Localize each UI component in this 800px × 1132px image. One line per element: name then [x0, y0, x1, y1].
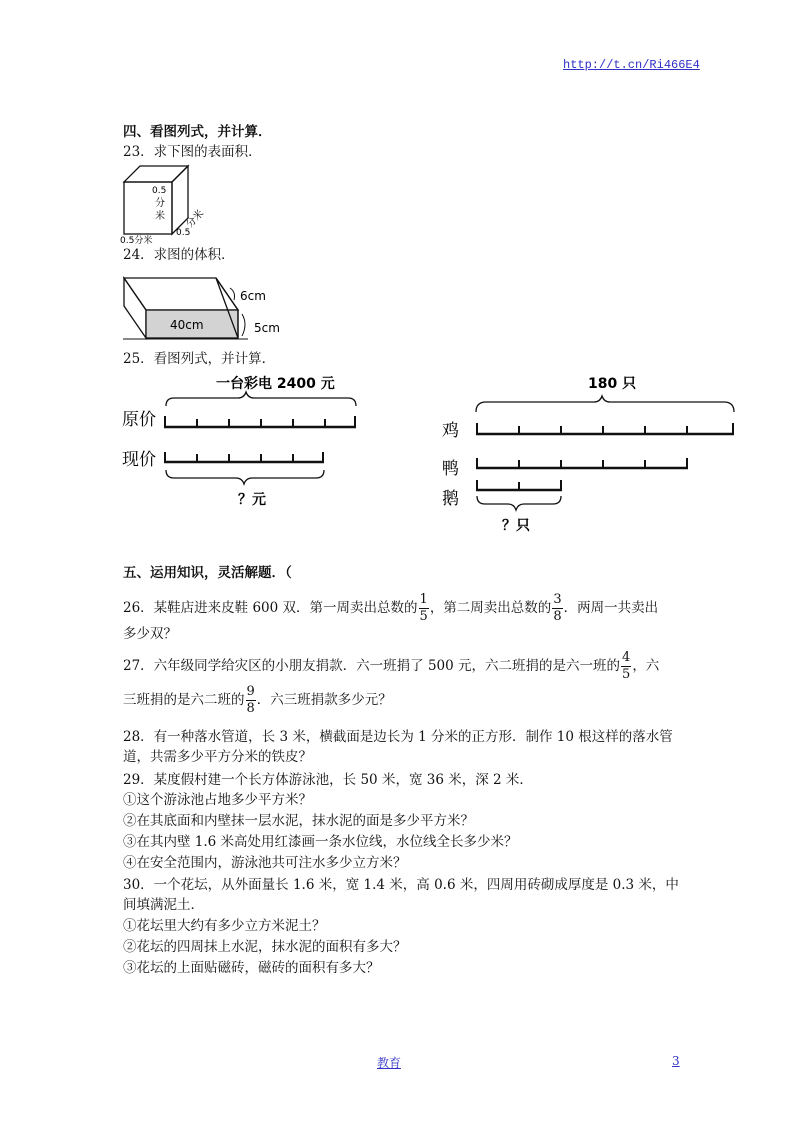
box-diagram [118, 270, 293, 342]
question-24: 24．求图的体积． [123, 247, 235, 263]
question-29-item-1: ①这个游泳池占地多少平方米？ [123, 792, 312, 808]
birds-diagram [438, 372, 744, 536]
duck-bar [476, 458, 688, 469]
current-price-unknown: ？元 [238, 492, 266, 508]
box-front-label: 40cm [170, 318, 204, 332]
goose-bar [476, 480, 562, 491]
chicken-bar [476, 423, 734, 435]
cube-top-label: 0.5 [152, 186, 167, 196]
goose-unknown: ？只 [502, 518, 530, 534]
duck-label: 鸭 [442, 459, 459, 479]
box-depth-label: 5cm [254, 321, 280, 335]
question-23: 23．求下图的表面积． [123, 144, 262, 160]
fraction-4-5: $\frac{4}{5}$ [622, 650, 631, 682]
current-price-label: 现价 [122, 450, 156, 470]
question-30-line-2: 间填满泥土． [123, 897, 204, 913]
header-url[interactable]: http://t.cn/Ri466E4 [563, 58, 700, 72]
current-price-bar [164, 452, 324, 463]
original-price-bar [164, 416, 356, 428]
page-number[interactable]: 3 [672, 1054, 680, 1068]
footer-link[interactable]: 教育 [377, 1056, 402, 1070]
question-30-item-3: ③花坛的上面贴磁砖，磁砖的面积有多大？ [123, 960, 380, 976]
question-28-line-2: 道，共需多少平方分米的铁皮？ [123, 749, 312, 765]
question-30-line-1: 30．一个花坛，从外面量长 1.6 米，宽 1.4 米，高 0.6 米，四周用砖砌成厚度是 0.3 米，中 [123, 877, 679, 893]
question-30-item-1: ①花坛里大约有多少立方米泥土？ [123, 918, 326, 934]
question-29-line-1: 29．某度假村建一个长方体游泳池，长 50 米，宽 36 米，深 2 米． [123, 772, 533, 788]
section-4-title: 四、看图列式，并计算． [123, 124, 272, 140]
chicken-label: 鸡 [442, 421, 459, 441]
cube-bottom-label: 0.5分米 [120, 236, 153, 244]
cube-depth-label: 分米 [184, 208, 207, 231]
question-27-line-2: 三班捐的是六二班的 $\frac{9}{8}$ ．六三班捐款多少元？ [123, 684, 392, 716]
box-height-label: 6cm [240, 289, 266, 303]
question-29-item-3: ③在其内壁 1.6 米高处用红漆画一条水位线，水位线全长多少米？ [123, 834, 518, 850]
question-26-line-1: 26．某鞋店进来皮鞋 600 双．第一周卖出总数的 $\frac{1}{5}$ ，第二周卖出总数的 $\frac{3}{8}$ ．两周一共卖出 [123, 592, 659, 624]
question-30-item-2: ②花坛的四周抹上水泥，抹水泥的面积有多大？ [123, 939, 407, 955]
section-5-title: 五、运用知识，灵活解题．（ [123, 565, 292, 581]
cube-depth-value: 0.5 [176, 228, 191, 238]
goose-label: 鹅 [442, 489, 459, 509]
question-25: 25．看图列式，并计算． [123, 351, 276, 367]
tv-price-diagram [118, 372, 378, 522]
question-28-line-1: 28．有一种落水管道，长 3 米，横截面是边长为 1 分米的正方形．制作 10 根这样的落水管 [123, 729, 673, 745]
question-29-item-2: ②在其底面和内壁抹一层水泥，抹水泥的面是多少平方米？ [123, 813, 474, 829]
original-price-label: 原价 [122, 410, 156, 430]
fraction-9-8: $\frac{9}{8}$ [246, 684, 255, 716]
birds-total-label: 180 只 [588, 376, 637, 392]
tv-total-label: 一台彩电 2400 元 [216, 376, 335, 392]
question-26-line-2: 多少双？ [123, 626, 177, 642]
cube-side-label-1: 分 [155, 198, 165, 209]
cube-diagram [118, 160, 228, 244]
cube-side-label-2: 米 [155, 211, 165, 222]
fraction-3-8: $\frac{3}{8}$ [553, 592, 562, 624]
question-29-item-4: ④在安全范围内，游泳池共可注水多少立方米？ [123, 855, 407, 871]
fraction-1-5: $\frac{1}{5}$ [419, 592, 428, 624]
question-27-line-1: 27．六年级同学给灾区的小朋友捐款．六一班捐了 500 元，六二班捐的是六一班的 $\frac{4}{5}$ ，六 [123, 650, 660, 682]
